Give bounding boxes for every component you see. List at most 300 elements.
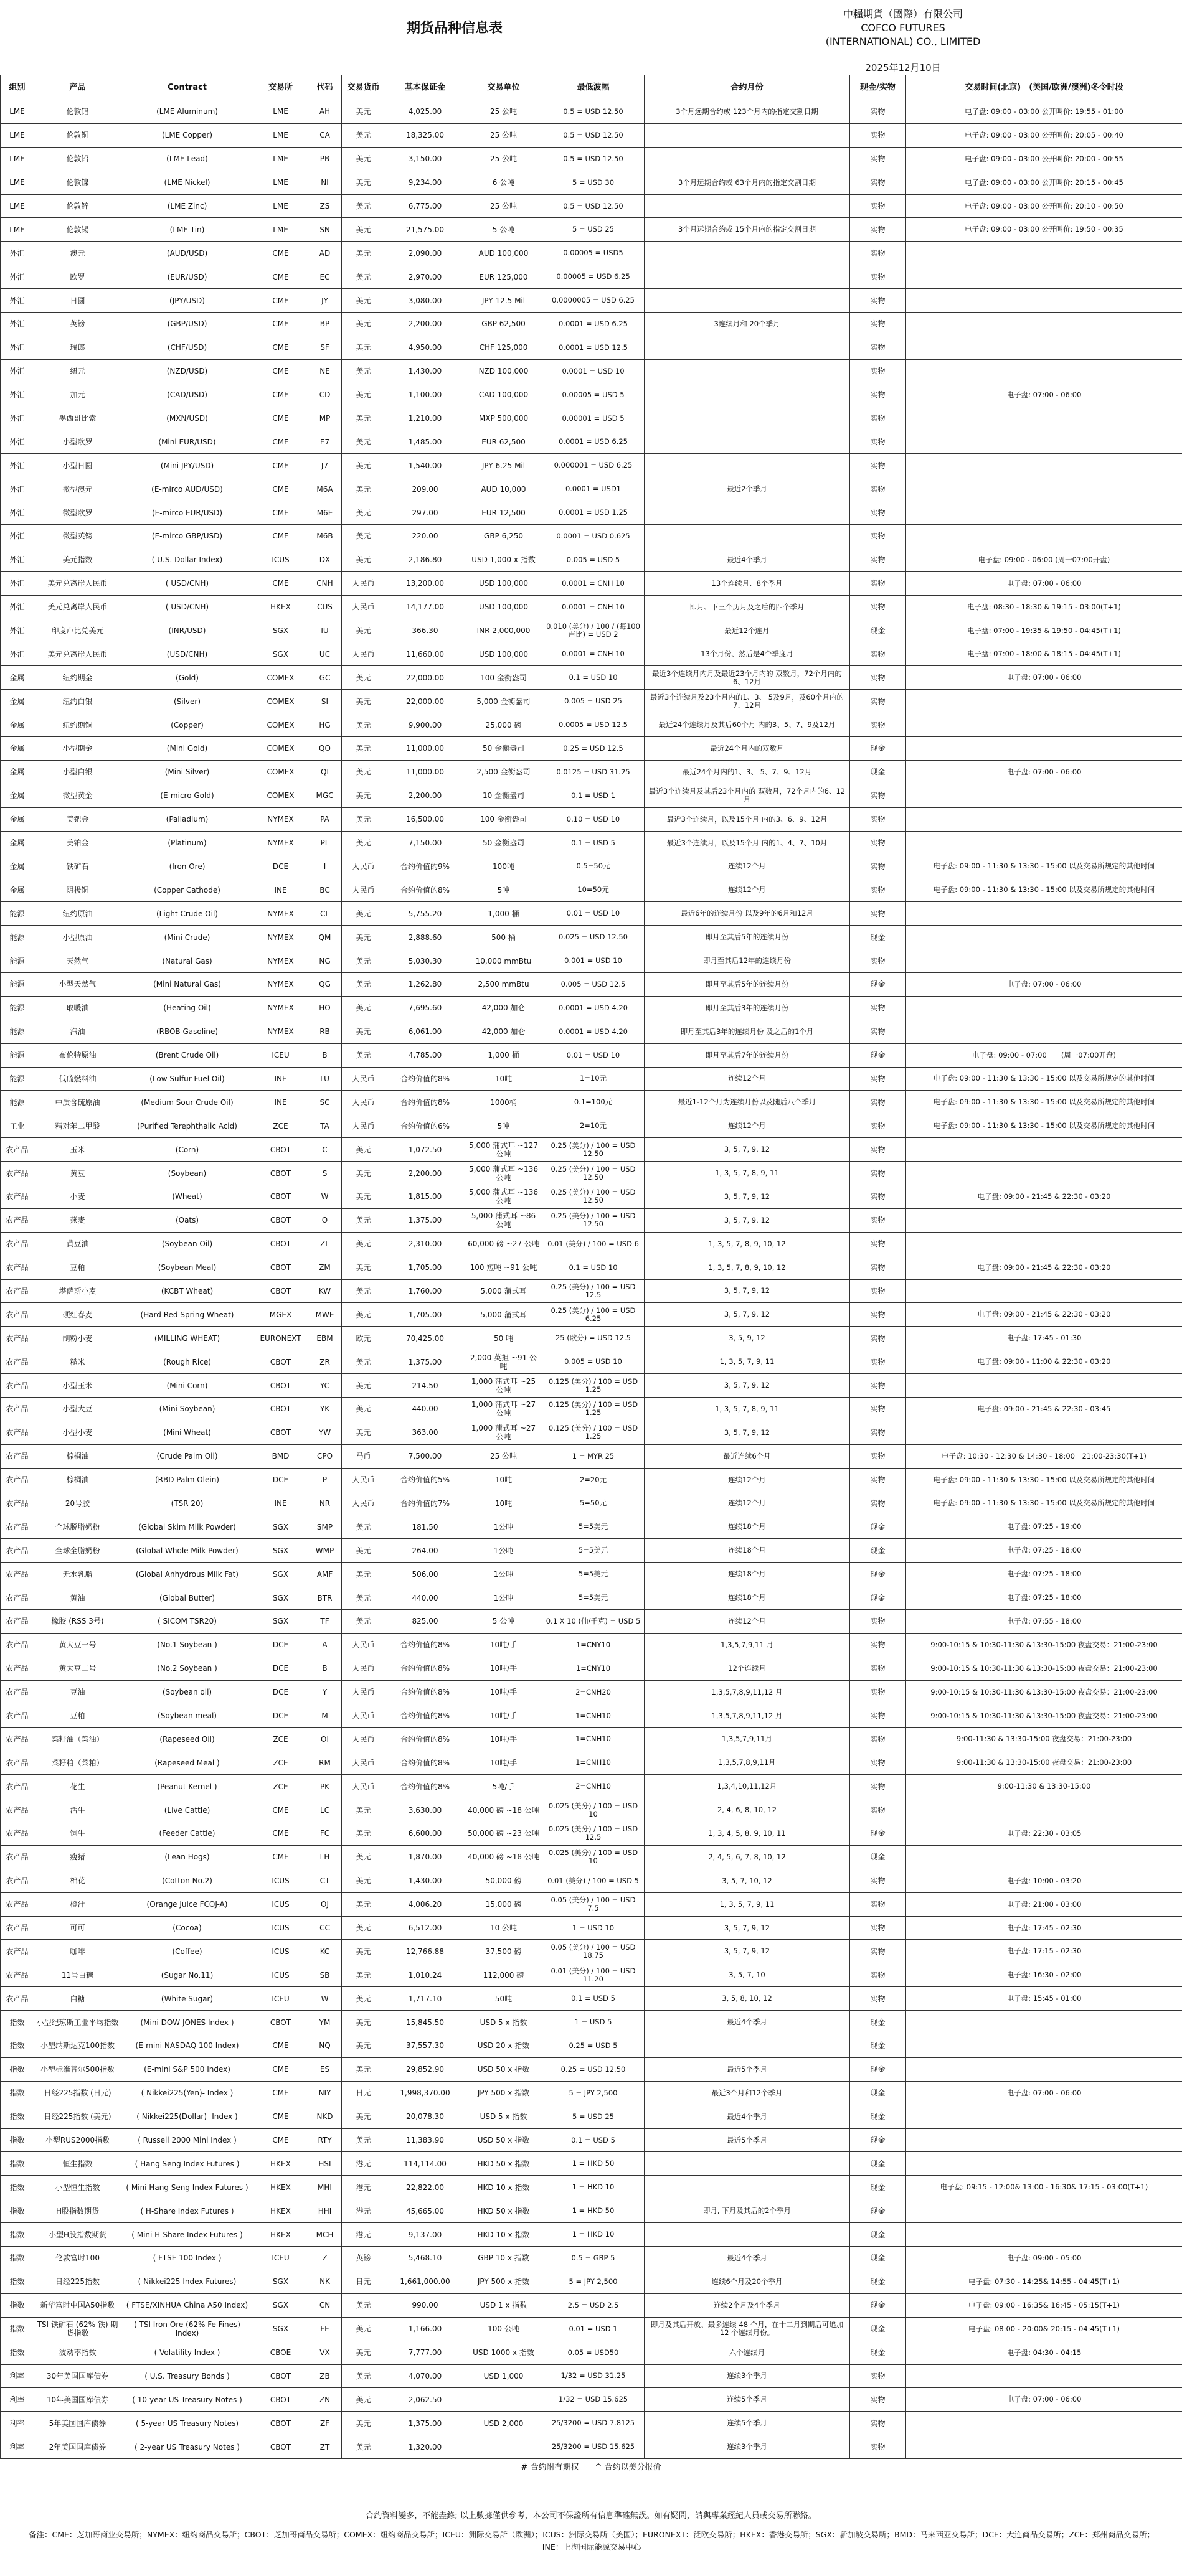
cell-code: SC — [308, 1091, 342, 1114]
table-row — [1, 1114, 1182, 1138]
cell-contract: (E-mirco EUR/USD) — [121, 501, 253, 525]
cell-margin: 1,661,000.00 — [385, 2270, 465, 2293]
cell-group: 能源 — [1, 926, 34, 949]
table-row — [1, 1940, 1182, 1963]
cell-settlement: 实物 — [850, 1633, 906, 1657]
disclaimer: 合约資料變多，不能盡錄; 以上數據僅供參考，本公司不保證所有信息準確無誤。如有疑問，請與專業經紀人員或交易所聯絡。 — [366, 2511, 816, 2521]
cell-tick: 1 = MYR 25 — [542, 1444, 645, 1468]
table-row — [1, 1327, 1182, 1350]
table-row — [1, 1374, 1182, 1398]
cell-currency: 美元 — [342, 313, 385, 336]
cell-currency: 人民币 — [342, 1114, 385, 1138]
cell-contract: (Natural Gas) — [121, 949, 253, 973]
cell-group: 外汇 — [1, 571, 34, 595]
cell-product: 硬红春麦 — [34, 1303, 121, 1327]
cell-unit: USD 1 x 指数 — [465, 2293, 542, 2317]
cell-product: 小型欧罗 — [34, 430, 121, 454]
cell-unit: MXP 500,000 — [465, 407, 542, 430]
cell-unit: 5 公吨 — [465, 218, 542, 242]
cell-code: Y — [308, 1680, 342, 1704]
cell-product: 小型H股指数期货 — [34, 2223, 121, 2247]
cell-group: 指数 — [1, 2341, 34, 2364]
cell-code: AH — [308, 100, 342, 124]
cell-group: 农产品 — [1, 1586, 34, 1610]
cell-settlement: 实物 — [850, 1067, 906, 1091]
cell-exchange: LME — [253, 147, 308, 171]
cell-months: 即月及其后开放、最多连续 48 个月，在十二月到期后可追加 12 个连续月份。 — [645, 2317, 850, 2341]
cell-exchange: NYMEX — [253, 902, 308, 926]
cell-exchange: CBOT — [253, 1208, 308, 1232]
cell-unit: 1公吨 — [465, 1563, 542, 1586]
cell-currency: 美元 — [342, 1350, 385, 1374]
cell-contract: (Rapeseed Oil) — [121, 1728, 253, 1751]
cell-contract: ( Mini H-Share Index Futures ) — [121, 2223, 253, 2247]
column-header: Contract — [121, 75, 253, 100]
cell-currency: 美元 — [342, 1798, 385, 1822]
cell-code: TF — [308, 1610, 342, 1634]
cell-product: 活牛 — [34, 1798, 121, 1822]
cell-product: 纽约期金 — [34, 666, 121, 690]
cell-settlement: 实物 — [850, 265, 906, 289]
cell-months — [645, 336, 850, 359]
cell-currency: 美元 — [342, 2364, 385, 2388]
cell-settlement: 实物 — [850, 1185, 906, 1208]
table-row — [1, 525, 1182, 548]
cell-tick: 0.00005 = USD 5 — [542, 383, 645, 407]
cell-unit: 10吨/手 — [465, 1680, 542, 1704]
cell-group: 农产品 — [1, 1138, 34, 1162]
cell-margin: 6,775.00 — [385, 194, 465, 218]
cell-settlement: 实物 — [850, 501, 906, 525]
cell-currency: 美元 — [342, 525, 385, 548]
cell-hours: 电子盘: 09:00 - 11:30 & 13:30 - 15:00 以及交易所规定的其他时间 — [906, 1114, 1182, 1138]
cell-code: MWE — [308, 1303, 342, 1327]
cell-margin: 506.00 — [385, 1563, 465, 1586]
table-row — [1, 760, 1182, 784]
cell-contract: (Medium Sour Crude Oil) — [121, 1091, 253, 1114]
cell-currency: 美元 — [342, 1822, 385, 1846]
cell-exchange: SGX — [253, 642, 308, 666]
cell-currency: 美元 — [342, 996, 385, 1020]
cell-tick: 0.1 = USD 10 — [542, 1256, 645, 1279]
cell-margin: 合约价值的8% — [385, 1704, 465, 1728]
cell-unit: HKD 10 x 指数 — [465, 2223, 542, 2247]
cell-group: 农产品 — [1, 1374, 34, 1398]
cell-margin: 4,006.20 — [385, 1892, 465, 1916]
cell-months: 连续12个月 — [645, 1468, 850, 1492]
cell-currency: 美元 — [342, 171, 385, 194]
cell-unit: HKD 50 x 指数 — [465, 2152, 542, 2176]
cell-settlement: 实物 — [850, 595, 906, 619]
cell-settlement: 现金 — [850, 2011, 906, 2034]
cell-unit: 1公吨 — [465, 1539, 542, 1563]
cell-unit: 37,500 磅 — [465, 1940, 542, 1963]
cell-product: 小型期金 — [34, 737, 121, 761]
cell-unit: EUR 125,000 — [465, 265, 542, 289]
cell-unit: EUR 12,500 — [465, 501, 542, 525]
cell-currency: 人民币 — [342, 642, 385, 666]
cell-settlement: 实物 — [850, 1892, 906, 1916]
table-row — [1, 2105, 1182, 2128]
table-row — [1, 1563, 1182, 1586]
cell-hours — [906, 1208, 1182, 1232]
cell-months: 即月至其后3年的连续月份 — [645, 996, 850, 1020]
table-row — [1, 2341, 1182, 2364]
cell-product: 小型纳斯达克100指数 — [34, 2034, 121, 2058]
cell-code: HO — [308, 996, 342, 1020]
cell-months: 3, 5, 7, 9, 12 — [645, 1208, 850, 1232]
cell-months: 3, 5, 7, 9, 12 — [645, 1279, 850, 1303]
cell-contract: (Purified Terephthalic Acid) — [121, 1114, 253, 1138]
cell-currency: 美元 — [342, 501, 385, 525]
cell-currency: 人民币 — [342, 1657, 385, 1680]
cell-code: ES — [308, 2057, 342, 2081]
cell-settlement: 实物 — [850, 1728, 906, 1751]
cell-margin: 1,010.24 — [385, 1963, 465, 1987]
cell-product: 美钯金 — [34, 807, 121, 831]
cell-months — [645, 289, 850, 313]
cell-product: 铁矿石 — [34, 855, 121, 878]
cell-hours — [906, 1421, 1182, 1444]
cell-settlement: 实物 — [850, 548, 906, 571]
cell-tick: 0.25 (美分) / 100 = USD 12.50 — [542, 1138, 645, 1162]
cell-currency: 日元 — [342, 2081, 385, 2105]
cell-margin: 3,630.00 — [385, 1798, 465, 1822]
cell-hours: 电子盘: 07:00 - 06:00 — [906, 760, 1182, 784]
cell-tick: 0.025 = USD 12.50 — [542, 926, 645, 949]
cell-hours — [906, 2152, 1182, 2176]
cell-months: 2, 4, 6, 8, 10, 12 — [645, 1798, 850, 1822]
cell-hours — [906, 2011, 1182, 2034]
cell-group: 农产品 — [1, 1256, 34, 1279]
cell-hours: 电子盘: 07:25 - 19:00 — [906, 1515, 1182, 1539]
cell-exchange: CBOT — [253, 1421, 308, 1444]
cell-code: SB — [308, 1963, 342, 1987]
cell-group: 金属 — [1, 831, 34, 855]
table-row — [1, 1162, 1182, 1185]
cell-currency: 美元 — [342, 1303, 385, 1327]
cell-tick: 0.0125 = USD 31.25 — [542, 760, 645, 784]
cell-unit: 50吨 — [465, 1987, 542, 2011]
cell-months: 1, 3, 5, 7, 8, 9, 10, 12 — [645, 1256, 850, 1279]
cell-tick: 0.25 (美分) / 100 = USD 12.50 — [542, 1185, 645, 1208]
cell-exchange: CBOE — [253, 2341, 308, 2364]
cell-contract: (LME Aluminum) — [121, 100, 253, 124]
cell-exchange: LME — [253, 171, 308, 194]
cell-margin: 114,114.00 — [385, 2152, 465, 2176]
cell-settlement: 实物 — [850, 525, 906, 548]
cell-margin: 3,080.00 — [385, 289, 465, 313]
cell-contract: (Cocoa) — [121, 1916, 253, 1940]
cell-exchange: ICEU — [253, 2247, 308, 2270]
cell-contract: (Mini Crude) — [121, 926, 253, 949]
cell-product: 小型小麦 — [34, 1421, 121, 1444]
cell-tick: 0.025 (美分) / 100 = USD 12.5 — [542, 1822, 645, 1846]
cell-currency: 美元 — [342, 1845, 385, 1869]
cell-currency: 美元 — [342, 1539, 385, 1563]
cell-tick: 0.0001 = CNH 10 — [542, 642, 645, 666]
cell-contract: (Low Sulfur Fuel Oil) — [121, 1067, 253, 1091]
cell-code: MCH — [308, 2223, 342, 2247]
cell-group: 农产品 — [1, 1185, 34, 1208]
column-header: 交易时间(北京) (美国/欧洲/澳洲)冬令时段 — [906, 75, 1182, 100]
cell-months: 1,3,5,7,9,11 月 — [645, 1633, 850, 1657]
cell-exchange: MGEX — [253, 1303, 308, 1327]
cell-contract: (E-mini S&P 500 Index) — [121, 2057, 253, 2081]
cell-exchange: CBOT — [253, 1397, 308, 1421]
cell-code: BTR — [308, 1586, 342, 1610]
cell-unit: 5 公吨 — [465, 1610, 542, 1634]
cell-exchange: SGX — [253, 2293, 308, 2317]
cell-contract: (Global Anhydrous Milk Fat) — [121, 1563, 253, 1586]
cell-hours: 电子盘: 09:00 - 05:00 — [906, 2247, 1182, 2270]
cell-unit: USD 100,000 — [465, 571, 542, 595]
cell-exchange: DCE — [253, 1657, 308, 1680]
cell-product: H股指数期货 — [34, 2199, 121, 2223]
cell-tick: 1/32 = USD 15.625 — [542, 2388, 645, 2412]
cell-settlement: 实物 — [850, 571, 906, 595]
cell-hours: 9:00-10:15 & 10:30-11:30 &13:30-15:00 夜盘交易：21:00-23:00 — [906, 1633, 1182, 1657]
cell-margin: 合约价值的8% — [385, 878, 465, 902]
cell-months: 六个连续月 — [645, 2341, 850, 2364]
cell-settlement: 现金 — [850, 619, 906, 642]
cell-margin: 29,852.90 — [385, 2057, 465, 2081]
table-row — [1, 501, 1182, 525]
cell-code: SI — [308, 690, 342, 713]
cell-code: PK — [308, 1775, 342, 1798]
cell-unit: USD 2,000 — [465, 2412, 542, 2435]
table-row — [1, 171, 1182, 194]
cell-code: O — [308, 1208, 342, 1232]
table-row — [1, 1892, 1182, 1916]
cell-code: ZT — [308, 2435, 342, 2459]
table-row — [1, 194, 1182, 218]
cell-tick: 5=5美元 — [542, 1515, 645, 1539]
cell-product: 黄豆油 — [34, 1232, 121, 1256]
cell-exchange: ICUS — [253, 1869, 308, 1892]
cell-margin: 1,262.80 — [385, 972, 465, 996]
cell-product: 瘦猪 — [34, 1845, 121, 1869]
cell-margin: 11,000.00 — [385, 760, 465, 784]
cell-group: 利率 — [1, 2364, 34, 2388]
cell-margin: 15,845.50 — [385, 2011, 465, 2034]
cell-group: 农产品 — [1, 1539, 34, 1563]
cell-code: LC — [308, 1798, 342, 1822]
cell-margin: 7,150.00 — [385, 831, 465, 855]
cell-months: 连续12个月 — [645, 878, 850, 902]
cell-settlement: 实物 — [850, 123, 906, 147]
cell-group: 能源 — [1, 1091, 34, 1114]
cell-months: 最近4个季月 — [645, 2105, 850, 2128]
cell-margin: 2,200.00 — [385, 1162, 465, 1185]
cell-code: UC — [308, 642, 342, 666]
cell-currency: 美元 — [342, 1256, 385, 1279]
cell-code: AMF — [308, 1563, 342, 1586]
cell-currency: 美元 — [342, 100, 385, 124]
cell-tick: 0.000001 = USD 6.25 — [542, 454, 645, 477]
cell-hours — [906, 1232, 1182, 1256]
column-header: 代码 — [308, 75, 342, 100]
cell-group: 指数 — [1, 2199, 34, 2223]
cell-unit: 5吨 — [465, 1114, 542, 1138]
cell-code: HSI — [308, 2152, 342, 2176]
cell-exchange: ICUS — [253, 1916, 308, 1940]
cell-unit: 10,000 mmBtu — [465, 949, 542, 973]
cell-settlement: 现金 — [850, 2247, 906, 2270]
cell-unit: CHF 125,000 — [465, 336, 542, 359]
cell-exchange: CME — [253, 525, 308, 548]
cell-code: LU — [308, 1067, 342, 1091]
cell-settlement: 现金 — [850, 1586, 906, 1610]
table-row — [1, 1421, 1182, 1444]
cell-hours: 电子盘: 09:00 - 21:45 & 22:30 - 03:45 — [906, 1397, 1182, 1421]
cell-margin: 1,166.00 — [385, 2317, 465, 2341]
cell-product: 橡胶 (RSS 3号) — [34, 1610, 121, 1634]
cell-product: 白糖 — [34, 1987, 121, 2011]
cell-months: 连续12个月 — [645, 855, 850, 878]
cell-contract: ( Russell 2000 Mini Index ) — [121, 2128, 253, 2152]
cell-group: 外汇 — [1, 454, 34, 477]
cell-group: 农产品 — [1, 1515, 34, 1539]
cell-currency: 美元 — [342, 147, 385, 171]
cell-exchange: CME — [253, 289, 308, 313]
company-name-cn: 中糧期貨（國際）有限公司 — [843, 8, 963, 20]
cell-exchange: NYMEX — [253, 926, 308, 949]
cell-tick: 0.1 = USD 10 — [542, 666, 645, 690]
cell-months — [645, 359, 850, 383]
cell-unit: AUD 100,000 — [465, 242, 542, 265]
cell-exchange: CME — [253, 336, 308, 359]
cell-unit: 5,000 蒲式耳 ~136 公吨 — [465, 1185, 542, 1208]
cell-currency: 美元 — [342, 1940, 385, 1963]
cell-unit: USD 1,000 x 指数 — [465, 548, 542, 571]
cell-months: 3, 5, 7, 9, 12 — [645, 1916, 850, 1940]
cell-margin: 6,061.00 — [385, 1020, 465, 1043]
cell-settlement: 实物 — [850, 902, 906, 926]
cell-unit: 112,000 磅 — [465, 1963, 542, 1987]
cell-hours — [906, 713, 1182, 737]
cell-currency: 美元 — [342, 690, 385, 713]
cell-contract: (Feeder Cattle) — [121, 1822, 253, 1846]
cell-code: RM — [308, 1751, 342, 1775]
cell-currency: 美元 — [342, 2412, 385, 2435]
cell-months: 1, 3, 5, 7, 8, 9, 11 — [645, 1162, 850, 1185]
cell-hours — [906, 407, 1182, 430]
cell-hours: 电子盘: 09:00 - 11:00 & 22:30 - 03:20 — [906, 1350, 1182, 1374]
cell-group: 农产品 — [1, 1940, 34, 1963]
cell-tick: 0.01 = USD 1 — [542, 2317, 645, 2341]
cell-margin: 2,310.00 — [385, 1232, 465, 1256]
cell-contract: (Gold) — [121, 666, 253, 690]
cell-months: 即月至其后7年的连续月份 — [645, 1043, 850, 1067]
cell-hours: 电子盘: 17:45 - 01:30 — [906, 1327, 1182, 1350]
cell-group: 外汇 — [1, 619, 34, 642]
cell-product: 伦敦富时100 — [34, 2247, 121, 2270]
cell-unit: 2,500 金衡盎司 — [465, 760, 542, 784]
cell-code: KW — [308, 1279, 342, 1303]
cell-exchange: SGX — [253, 2270, 308, 2293]
cell-settlement: 现金 — [850, 2341, 906, 2364]
cell-hours — [906, 2412, 1182, 2435]
cell-margin: 1,760.00 — [385, 1279, 465, 1303]
cell-product: 可可 — [34, 1916, 121, 1940]
cell-hours: 电子盘: 07:00 - 06:00 — [906, 383, 1182, 407]
cell-settlement: 实物 — [850, 1444, 906, 1468]
cell-product: 中质含硫原油 — [34, 1091, 121, 1114]
cell-exchange: ZCE — [253, 1751, 308, 1775]
table-row — [1, 2293, 1182, 2317]
cell-product: 全球脱脂奶粉 — [34, 1515, 121, 1539]
cell-unit: USD 50 x 指数 — [465, 2057, 542, 2081]
cell-unit: 100吨 — [465, 855, 542, 878]
cell-contract: (Lean Hogs) — [121, 1845, 253, 1869]
cell-code: M6E — [308, 501, 342, 525]
cell-exchange: EURONEXT — [253, 1327, 308, 1350]
cell-tick: 0.0001 = USD 1.25 — [542, 501, 645, 525]
cell-months: 连续18个月 — [645, 1515, 850, 1539]
cell-group: 农产品 — [1, 1279, 34, 1303]
cell-exchange: INE — [253, 1091, 308, 1114]
cell-tick: 0.5 = USD 12.50 — [542, 100, 645, 124]
cell-margin: 1,998,370.00 — [385, 2081, 465, 2105]
cell-product: 布伦特原油 — [34, 1043, 121, 1067]
cell-currency: 日元 — [342, 2270, 385, 2293]
cell-code: P — [308, 1468, 342, 1492]
cell-product: 黄大豆二号 — [34, 1657, 121, 1680]
cell-group: LME — [1, 123, 34, 147]
cell-tick: 0.25 (美分) / 100 = USD 12.50 — [542, 1162, 645, 1185]
cell-hours — [906, 2435, 1182, 2459]
cell-settlement: 现金 — [850, 2293, 906, 2317]
cell-currency: 美元 — [342, 383, 385, 407]
cell-tick: 0.025 (美分) / 100 = USD 10 — [542, 1798, 645, 1822]
cell-exchange: ZCE — [253, 1775, 308, 1798]
cell-contract: ( 5-year US Treasury Notes) — [121, 2412, 253, 2435]
cell-currency: 美元 — [342, 2317, 385, 2341]
cell-group: 指数 — [1, 2176, 34, 2199]
cell-currency: 美元 — [342, 2011, 385, 2034]
cell-currency: 港元 — [342, 2152, 385, 2176]
table-row — [1, 2247, 1182, 2270]
cell-contract: (E-mirco GBP/USD) — [121, 525, 253, 548]
cell-settlement: 实物 — [850, 1869, 906, 1892]
cell-product: 小型RUS2000指数 — [34, 2128, 121, 2152]
cell-tick: 0.005 = USD 10 — [542, 1350, 645, 1374]
cell-settlement: 实物 — [850, 690, 906, 713]
cell-currency: 美元 — [342, 807, 385, 831]
cell-contract: (Mini Silver) — [121, 760, 253, 784]
cell-code: C — [308, 1138, 342, 1162]
cell-hours: 电子盘: 09:00 - 21:45 & 22:30 - 03:20 — [906, 1256, 1182, 1279]
cell-months: 最近6年的连续月份 以及9年的6月和12月 — [645, 902, 850, 926]
cell-group: 农产品 — [1, 1327, 34, 1350]
cell-exchange: CBOT — [253, 2412, 308, 2435]
cell-settlement: 实物 — [850, 1610, 906, 1634]
cell-margin: 合约价值的8% — [385, 1657, 465, 1680]
cell-code: CN — [308, 2293, 342, 2317]
cell-group: 利率 — [1, 2412, 34, 2435]
cell-months — [645, 194, 850, 218]
cell-unit: 5,000 蒲式耳 ~86 公吨 — [465, 1208, 542, 1232]
cell-margin: 1,375.00 — [385, 2412, 465, 2435]
cell-product: 饲牛 — [34, 1822, 121, 1846]
cell-unit: HKD 10 x 指数 — [465, 2176, 542, 2199]
cell-code: BC — [308, 878, 342, 902]
cell-hours — [906, 501, 1182, 525]
cell-contract: (Soybean meal) — [121, 1704, 253, 1728]
cell-product: 无水乳脂 — [34, 1563, 121, 1586]
cell-unit: 15,000 磅 — [465, 1892, 542, 1916]
